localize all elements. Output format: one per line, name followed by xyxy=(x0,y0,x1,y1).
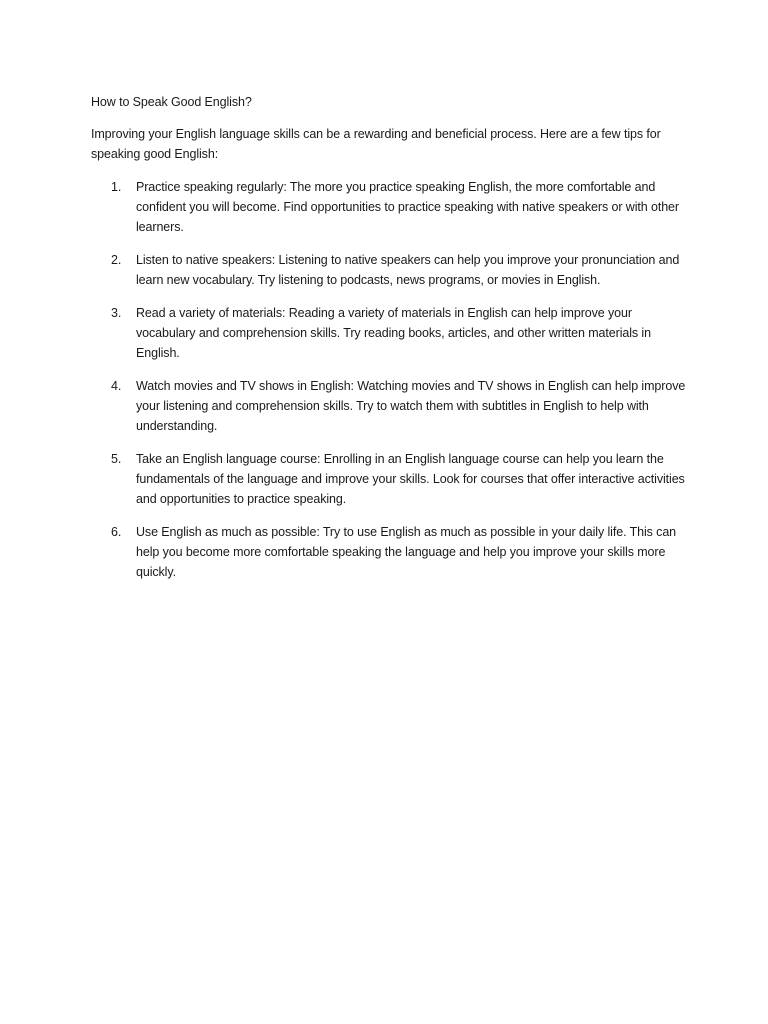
list-item xyxy=(91,303,691,363)
list-item-text: Practice speaking regularly: The more you practice speaking English, the more comfortable and confident you will become. Find opportunities to practice speaking with native speakers or with other learners. xyxy=(136,180,679,234)
list-item-number: 5. xyxy=(111,452,122,466)
list-item-number: 1. xyxy=(111,180,122,194)
list-item-number: 4. xyxy=(111,379,122,393)
list-item-number: 6. xyxy=(111,525,122,539)
list-item xyxy=(91,522,691,582)
document-body xyxy=(91,92,691,595)
list-item xyxy=(91,449,691,509)
list-item xyxy=(91,250,691,290)
list-item-number: 2. xyxy=(111,253,122,267)
list-item-text: Listen to native speakers: Listening to native speakers can help you improve your pronunciation and learn new vocabulary. Try listening to podcasts, news programs, or movies in English. xyxy=(136,253,680,287)
tips-list xyxy=(91,177,691,582)
list-item-text: Use English as much as possible: Try to use English as much as possible in your daily life. This can help you become more comfortable speaking the language and help you improve your skills more quickly. xyxy=(136,525,677,579)
list-item xyxy=(91,376,691,436)
list-item-text: Take an English language course: Enrolling in an English language course can help you learn the fundamentals of the language and improve your skills. Look for courses that offer interactive activities and opportunities to practice speaking. xyxy=(136,452,685,506)
list-item-number: 3. xyxy=(111,306,122,320)
list-item-text: Read a variety of materials: Reading a variety of materials in English can help improve your vocabulary and comprehension skills. Try reading books, articles, and other written materials in English. xyxy=(136,306,651,360)
list-item-text: Watch movies and TV shows in English: Watching movies and TV shows in English can help improve your listening and comprehension skills. Try to watch them with subtitles in English to help with understanding. xyxy=(136,379,686,433)
intro-paragraph: Improving your English language skills can be a rewarding and beneficial process. Here are a few tips for speaking good English: xyxy=(91,127,661,161)
document-title: How to Speak Good English? xyxy=(91,95,252,109)
list-item xyxy=(91,177,691,237)
